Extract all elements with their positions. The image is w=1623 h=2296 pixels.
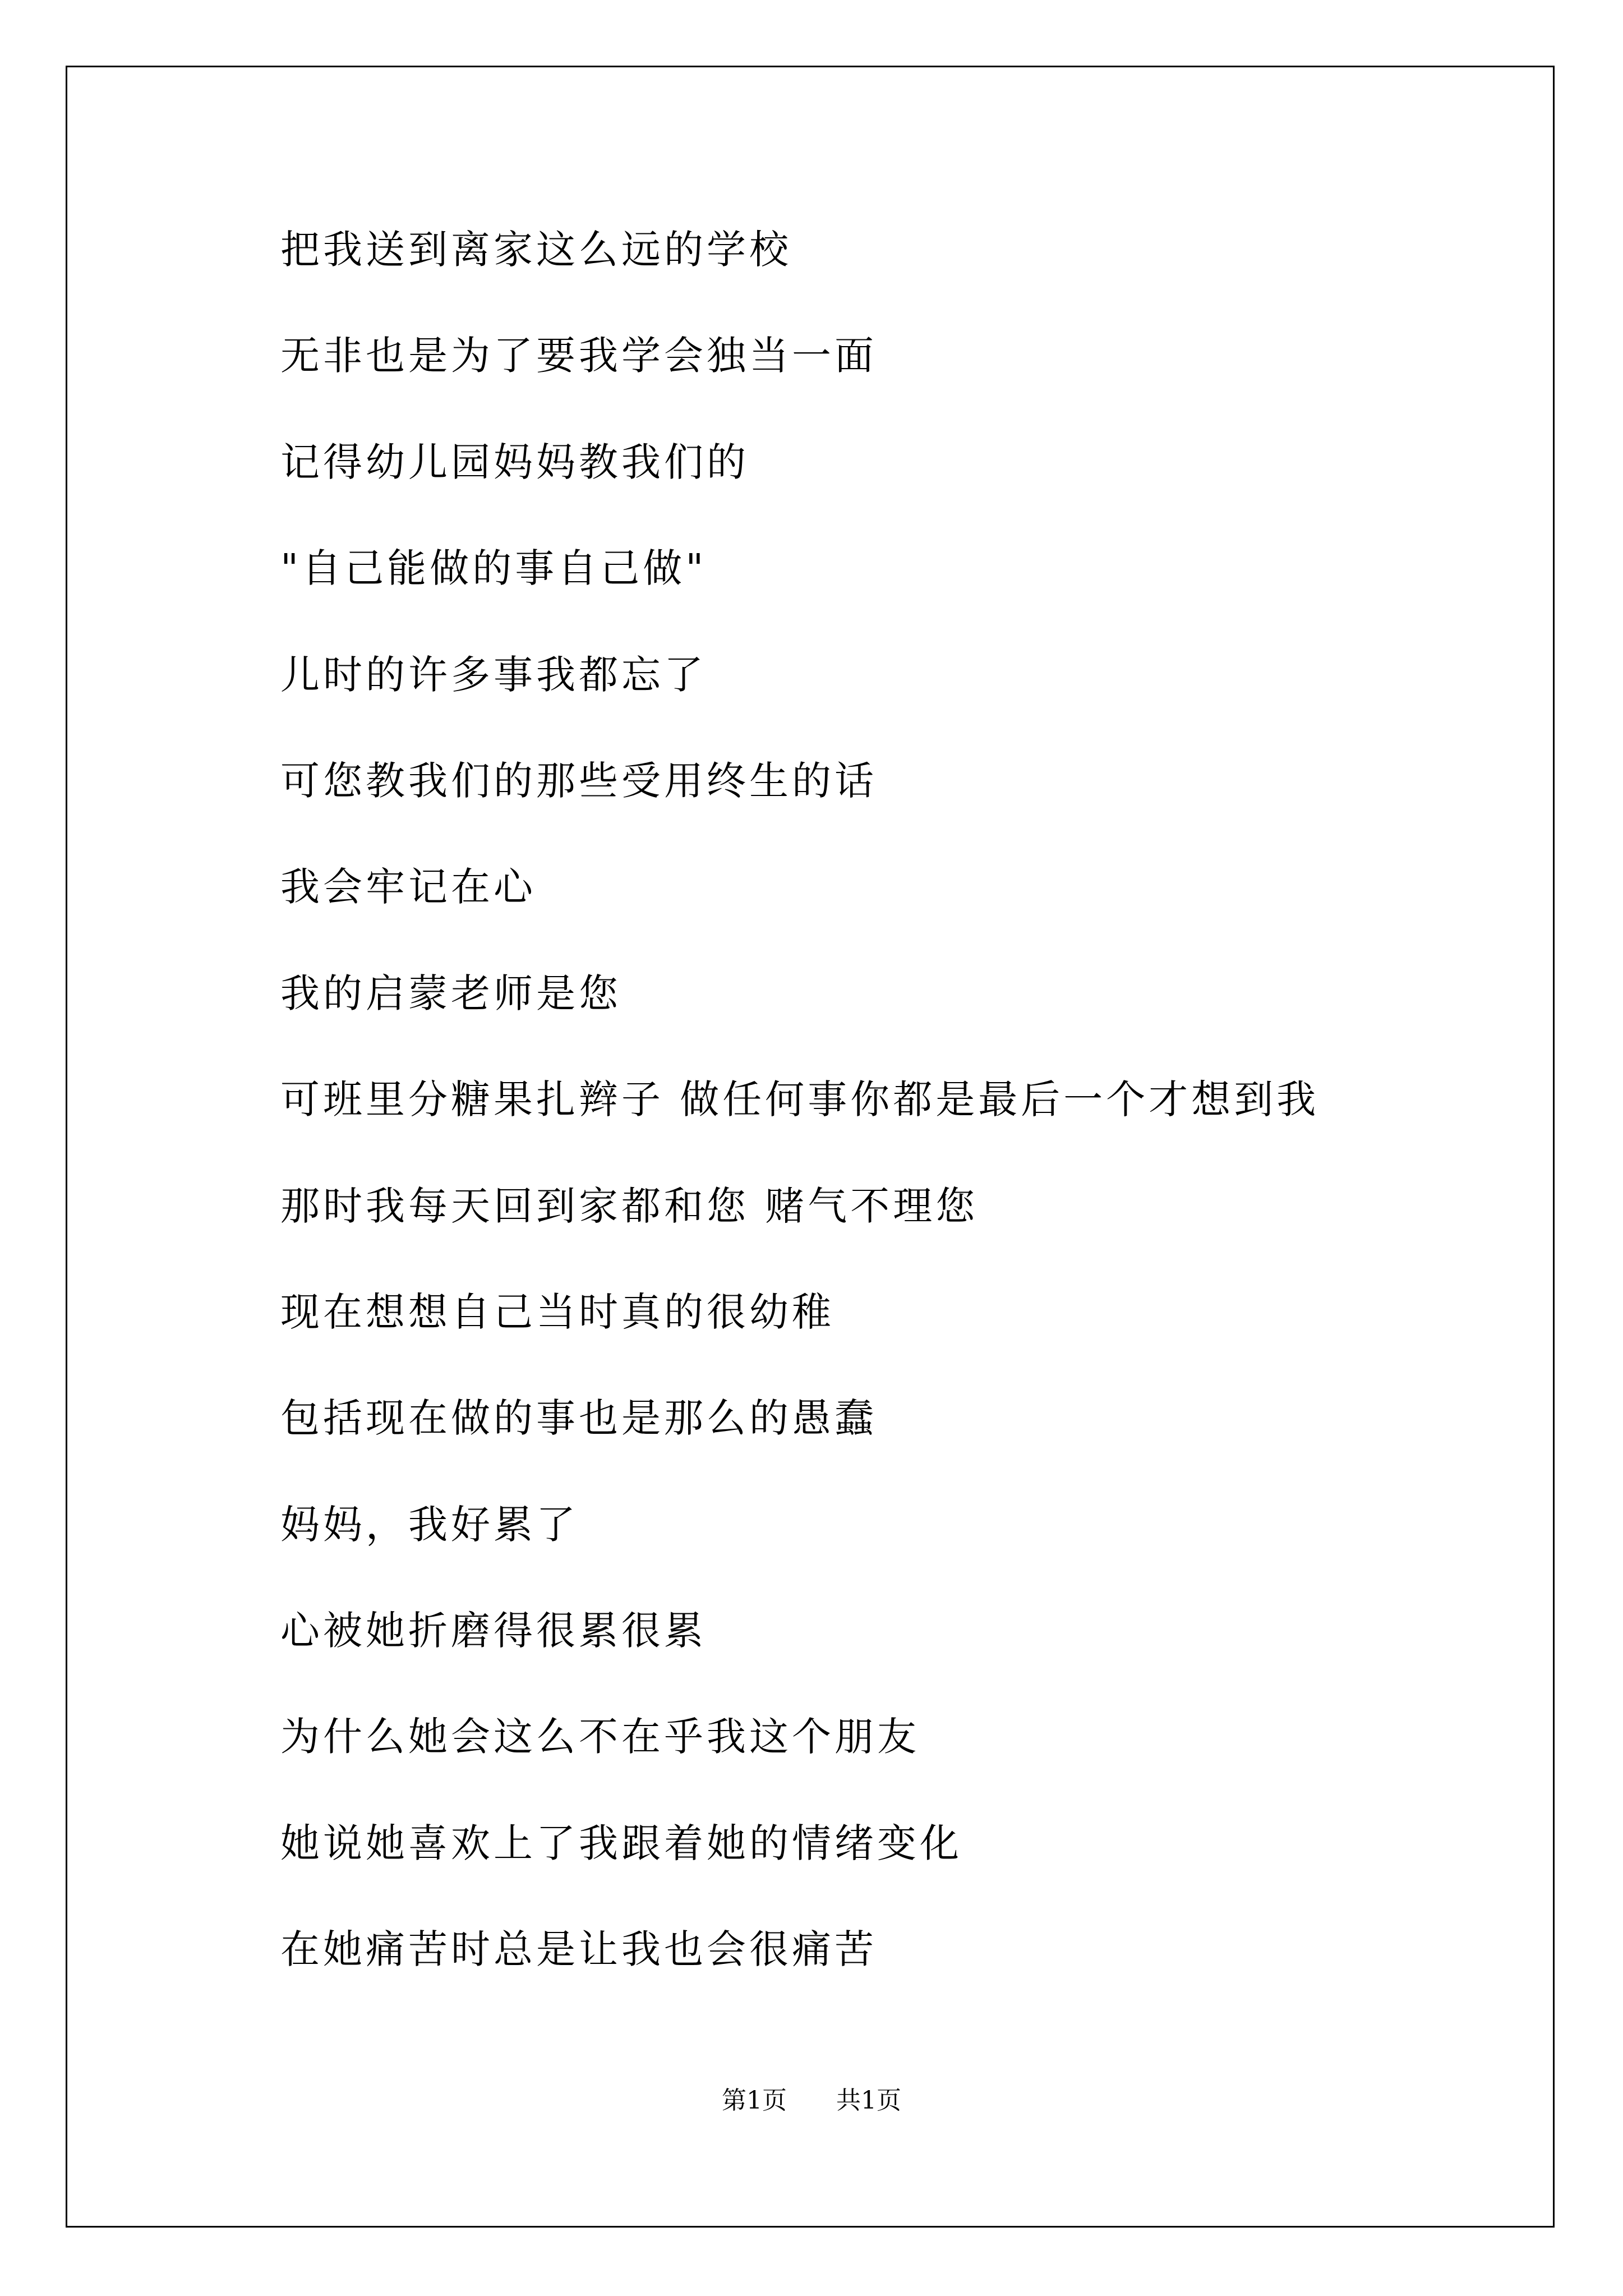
text-line: 儿时的许多事我都忘了 <box>280 651 707 698</box>
text-line: "自己能做的事自己做" <box>280 545 707 592</box>
text-line: 记得幼儿园妈妈教我们的 <box>280 439 749 485</box>
page-number-total: 共1页 <box>836 2086 901 2115</box>
text-line: 包括现在做的事也是那么的愚蠢 <box>280 1395 877 1442</box>
text-line: 心被她折磨得很累很累 <box>280 1608 707 1654</box>
text-line: 可您教我们的那些受用终生的话 <box>280 757 877 804</box>
text-line: 在她痛苦时总是让我也会很痛苦 <box>280 1926 877 1973</box>
page-number-current: 第1页 <box>722 2086 787 2115</box>
text-line: 把我送到离家这么远的学校 <box>280 227 792 273</box>
text-line: 可班里分糖果扎辫子 做任何事你都是最后一个才想到我 <box>280 1076 1320 1123</box>
document-body <box>280 219 1319 2025</box>
text-line: 无非也是为了要我学会独当一面 <box>280 333 877 379</box>
text-line: 我的启蒙老师是您 <box>280 970 621 1016</box>
text-line: 现在想想自己当时真的很幼稚 <box>280 1289 834 1335</box>
page-footer <box>0 2084 1623 2118</box>
text-line: 我会牢记在心 <box>280 864 536 910</box>
text-line: 她说她喜欢上了我跟着她的情绪变化 <box>280 1820 962 1866</box>
text-line: 为什么她会这么不在乎我这个朋友 <box>280 1714 920 1760</box>
text-line: 妈妈，我好累了 <box>280 1501 579 1548</box>
text-line: 那时我每天回到家都和您 赌气不理您 <box>280 1182 979 1229</box>
